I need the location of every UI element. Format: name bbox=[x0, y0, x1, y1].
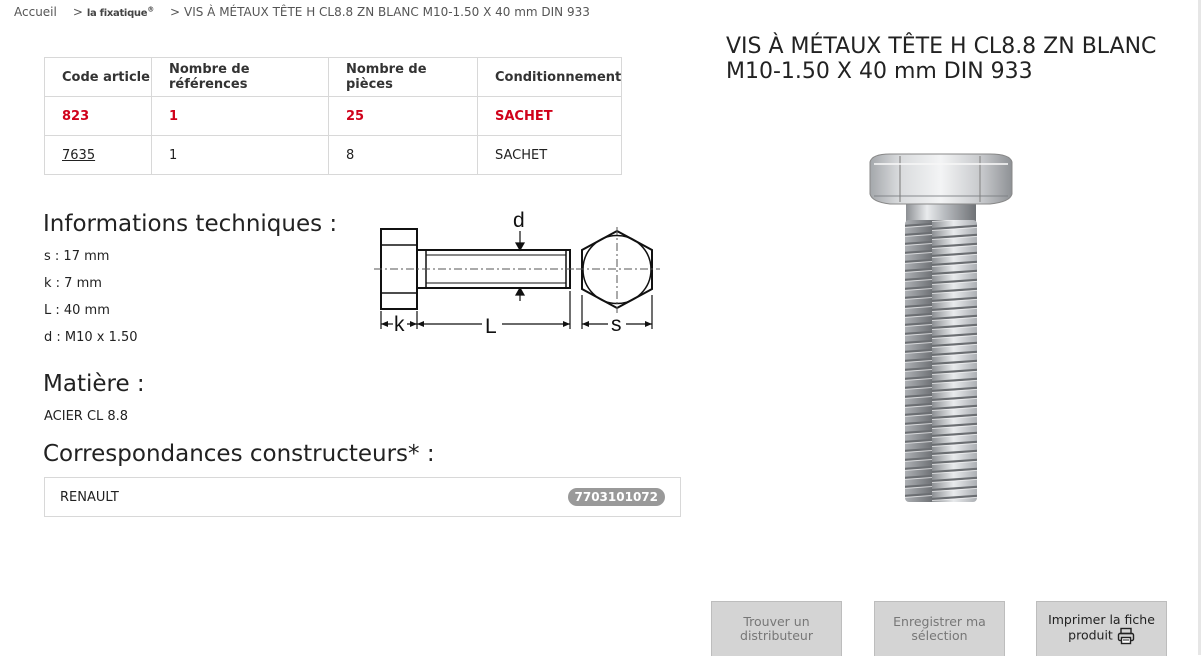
correspondances-heading: Correspondances constructeurs* : bbox=[43, 441, 435, 467]
reference-badge: 7703101072 bbox=[568, 488, 666, 506]
correspondance-row bbox=[44, 477, 681, 517]
breadcrumb-home[interactable]: Accueil bbox=[14, 5, 57, 19]
table-row bbox=[45, 136, 622, 175]
article-code-link[interactable]: 7635 bbox=[62, 147, 96, 163]
breadcrumb-current: VIS À MÉTAUX TÊTE H CL8.8 ZN BLANC M10-1.50 X 40 mm DIN 933 bbox=[184, 5, 590, 19]
spec-l: L : 40 mm bbox=[44, 303, 110, 318]
table-cell: 8 bbox=[329, 136, 478, 175]
table-cell-code: 823 bbox=[45, 97, 152, 136]
table-cell: 25 bbox=[329, 97, 478, 136]
save-selection-button[interactable] bbox=[874, 601, 1005, 656]
printer-icon bbox=[1117, 627, 1135, 645]
table-row bbox=[45, 97, 622, 136]
table-cell: 1 bbox=[152, 97, 329, 136]
table-header-row bbox=[45, 58, 622, 97]
breadcrumb-brand[interactable] bbox=[86, 5, 154, 19]
references-table bbox=[44, 57, 622, 175]
spec-d: d : M10 x 1.50 bbox=[44, 330, 138, 345]
find-distributor-button[interactable] bbox=[711, 601, 842, 656]
save-selection-label: Enregistrer ma sélection bbox=[893, 614, 986, 643]
find-distributor-label: Trouver un distributeur bbox=[740, 614, 813, 643]
bolt-diagram bbox=[370, 205, 670, 340]
table-cell: SACHET bbox=[478, 136, 622, 175]
diagram-label-d: d bbox=[513, 209, 525, 232]
breadcrumb bbox=[14, 5, 590, 19]
tech-info-heading: Informations techniques : bbox=[43, 211, 338, 237]
diagram-label-k: k bbox=[394, 313, 405, 336]
breadcrumb-separator: > bbox=[72, 5, 83, 19]
table-cell: 1 bbox=[152, 136, 329, 175]
print-label-text: Imprimer la fiche produit bbox=[1048, 612, 1155, 643]
diagram-label-l: L bbox=[485, 315, 497, 338]
breadcrumb-separator: > bbox=[169, 5, 180, 19]
column-header: Conditionnement bbox=[478, 58, 622, 97]
page-title: VIS À MÉTAUX TÊTE H CL8.8 ZN BLANC M10-1.50 X 40 mm DIN 933 bbox=[726, 34, 1157, 84]
column-header: Nombre de pièces bbox=[329, 58, 478, 97]
table-cell-code bbox=[45, 136, 152, 175]
product-image bbox=[860, 150, 1020, 510]
print-sheet-button[interactable] bbox=[1036, 601, 1167, 656]
column-header: Code article bbox=[45, 58, 152, 97]
table-cell: SACHET bbox=[478, 97, 622, 136]
manufacturer-name: RENAULT bbox=[60, 490, 119, 505]
material-value: ACIER CL 8.8 bbox=[44, 409, 129, 424]
brand-mark: ® bbox=[147, 5, 154, 14]
print-sheet-label bbox=[1037, 613, 1166, 645]
diagram-label-s: s bbox=[611, 313, 622, 336]
column-header: Nombre de références bbox=[152, 58, 329, 97]
brand-name: la fixatique bbox=[86, 8, 148, 19]
spec-k: k : 7 mm bbox=[44, 276, 102, 291]
spec-s: s : 17 mm bbox=[44, 249, 110, 264]
material-heading: Matière : bbox=[43, 371, 145, 397]
